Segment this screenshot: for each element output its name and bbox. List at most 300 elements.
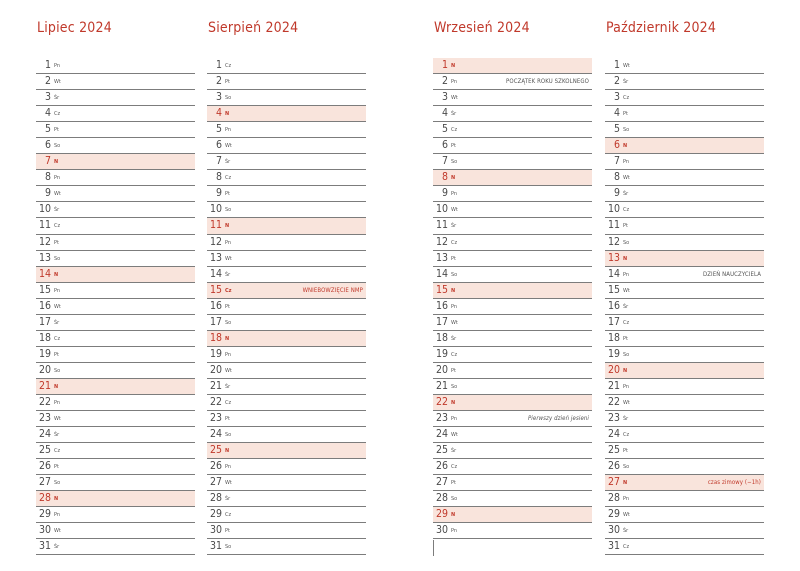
day-number: 10 (607, 203, 620, 216)
weekday-label: N (623, 367, 628, 374)
day-number: 10 (435, 203, 448, 216)
weekday-label: Pn (54, 287, 61, 294)
weekday-label: Śr (54, 207, 60, 214)
weekday-label: N (451, 287, 456, 294)
weekday-label: Pn (623, 159, 630, 166)
weekday-label: Pt (451, 480, 456, 487)
day-row (605, 299, 764, 315)
weekday-label: So (54, 367, 61, 374)
day-number: 30 (209, 524, 222, 537)
weekday-label: Cz (225, 399, 232, 406)
day-row (207, 154, 366, 170)
day-number: 20 (209, 363, 222, 376)
weekday-label: Cz (623, 95, 630, 102)
weekday-label: N (451, 63, 456, 69)
weekday-label: Cz (451, 351, 458, 358)
day-note: czas zimowy (−1h) (707, 479, 761, 487)
day-number: 3 (613, 91, 620, 104)
day-row-sunday (36, 154, 195, 170)
weekday-label: Cz (225, 287, 232, 294)
weekday-label: Wt (54, 528, 61, 535)
day-number: 20 (38, 363, 51, 376)
weekday-label: Pn (451, 416, 458, 423)
weekday-label: So (451, 496, 458, 503)
weekday-label: Cz (225, 512, 232, 519)
day-number: 27 (435, 476, 448, 489)
day-row (433, 475, 592, 491)
weekday-label: Wt (623, 63, 630, 69)
day-number: 12 (435, 235, 448, 248)
day-number: 3 (44, 91, 51, 104)
weekday-label: Wt (623, 399, 630, 406)
day-number: 6 (613, 139, 620, 152)
weekday-label: Pn (225, 351, 232, 358)
day-row (605, 170, 764, 186)
day-number: 17 (38, 315, 51, 328)
day-number: 10 (38, 203, 51, 216)
weekday-label: Wt (225, 255, 232, 262)
weekday-label: Pt (623, 335, 628, 342)
day-number: 12 (209, 235, 222, 248)
day-row (207, 138, 366, 154)
weekday-label: So (225, 319, 232, 326)
weekday-label: Pn (623, 496, 630, 503)
weekday-label: Cz (54, 335, 61, 342)
weekday-label: Wt (225, 367, 232, 374)
weekday-label: Pn (451, 191, 458, 198)
weekday-label: N (54, 159, 59, 166)
day-row (433, 427, 592, 443)
day-number: 13 (607, 251, 620, 264)
weekday-label: Pt (623, 111, 628, 118)
day-number: 14 (435, 267, 448, 280)
weekday-label: Wt (623, 175, 630, 182)
day-row-sunday (207, 443, 366, 459)
month-title: Wrzesień 2024 (434, 20, 530, 36)
day-row-sunday (433, 395, 592, 411)
day-number: 4 (215, 107, 222, 120)
weekday-label: N (54, 383, 59, 390)
day-row (207, 251, 366, 267)
day-row (605, 186, 764, 202)
day-number: 1 (441, 59, 448, 71)
weekday-label: N (451, 399, 456, 406)
day-number: 8 (613, 171, 620, 184)
weekday-label: So (225, 95, 232, 102)
weekday-label: Pn (623, 271, 630, 278)
weekday-label: Wt (54, 79, 61, 86)
weekday-label: Pt (225, 191, 230, 198)
day-row (207, 90, 366, 106)
day-row (36, 122, 195, 138)
day-row (605, 90, 764, 106)
day-row (605, 379, 764, 395)
weekday-label: Śr (623, 303, 629, 310)
day-row (433, 251, 592, 267)
day-number: 7 (613, 155, 620, 168)
day-row (605, 74, 764, 90)
day-number: 25 (607, 444, 620, 457)
day-note: DZIEŃ NAUCZYCIELA (702, 270, 761, 278)
day-row (36, 90, 195, 106)
day-number: 15 (435, 283, 448, 296)
day-number: 27 (209, 476, 222, 489)
weekday-label: Pt (623, 223, 628, 230)
weekday-label: Cz (225, 175, 232, 182)
day-row (605, 122, 764, 138)
weekday-label: Pt (451, 255, 456, 262)
day-row (433, 74, 592, 90)
day-number: 21 (607, 379, 620, 392)
day-number: 27 (38, 476, 51, 489)
day-row (36, 283, 195, 299)
day-row-sunday (605, 363, 764, 379)
weekday-label: Cz (623, 432, 630, 439)
day-number: 1 (215, 59, 222, 71)
day-number: 30 (607, 524, 620, 537)
day-number: 9 (613, 187, 620, 200)
day-row (605, 106, 764, 122)
weekday-label: Cz (54, 111, 61, 118)
weekday-label: Cz (54, 223, 61, 230)
day-number: 11 (209, 219, 222, 232)
weekday-label: Wt (225, 480, 232, 487)
day-number: 22 (607, 395, 620, 408)
day-row (433, 363, 592, 379)
weekday-label: Cz (623, 544, 630, 551)
day-row (433, 315, 592, 331)
day-row (36, 186, 195, 202)
day-number: 6 (44, 139, 51, 152)
day-row (36, 331, 195, 347)
day-number: 3 (441, 91, 448, 104)
day-row-sunday (433, 170, 592, 186)
day-number: 13 (209, 251, 222, 264)
day-number: 22 (435, 395, 448, 408)
day-row (207, 379, 366, 395)
weekday-label: N (623, 143, 628, 150)
day-number: 14 (209, 267, 222, 280)
day-row-sunday (605, 251, 764, 267)
weekday-label: Śr (623, 79, 629, 86)
day-row-sunday (433, 507, 592, 523)
day-number: 28 (38, 492, 51, 505)
day-number: 21 (209, 379, 222, 392)
day-row (605, 395, 764, 411)
day-number: 27 (607, 476, 620, 489)
weekday-label: Wt (225, 143, 232, 150)
weekday-label: Śr (54, 432, 60, 439)
day-note: POCZĄTEK ROKU SZKOLNEGO (506, 78, 589, 86)
day-row (36, 411, 195, 427)
day-row (207, 74, 366, 90)
day-number: 23 (607, 412, 620, 425)
day-row (433, 235, 592, 251)
weekday-label: Śr (225, 496, 231, 503)
day-number: 31 (209, 540, 222, 553)
weekday-label: Cz (54, 448, 61, 455)
day-number: 21 (38, 379, 51, 392)
weekday-label: N (54, 496, 59, 503)
weekday-label: Pt (225, 528, 230, 535)
weekday-label: N (225, 111, 230, 118)
day-row (433, 106, 592, 122)
day-number: 31 (607, 540, 620, 553)
day-row (433, 491, 592, 507)
day-row (207, 427, 366, 443)
weekday-label: Śr (225, 383, 231, 390)
day-number: 21 (435, 379, 448, 392)
weekday-label: Pn (623, 383, 630, 390)
day-number: 24 (607, 428, 620, 441)
weekday-label: Śr (623, 528, 629, 535)
day-row (36, 539, 195, 555)
day-number: 20 (607, 363, 620, 376)
day-number: 8 (441, 171, 448, 184)
day-row-sunday (605, 475, 764, 491)
day-row (207, 299, 366, 315)
day-number: 26 (607, 460, 620, 473)
day-number: 22 (38, 395, 51, 408)
day-row (207, 170, 366, 186)
weekday-label: Pt (54, 351, 59, 358)
weekday-label: So (54, 255, 61, 262)
day-number: 17 (607, 315, 620, 328)
day-row (36, 363, 195, 379)
day-number: 13 (38, 251, 51, 264)
month-title: Sierpień 2024 (208, 20, 299, 36)
day-row (36, 170, 195, 186)
weekday-label: Śr (54, 95, 60, 102)
day-number: 26 (435, 460, 448, 473)
weekday-label: So (225, 207, 232, 214)
weekday-label: Wt (54, 303, 61, 310)
day-row-sunday (605, 138, 764, 154)
day-row (207, 186, 366, 202)
day-number: 16 (435, 299, 448, 312)
day-row (433, 459, 592, 475)
day-row (36, 299, 195, 315)
day-number: 23 (209, 412, 222, 425)
day-number: 15 (209, 283, 222, 296)
day-row (36, 395, 195, 411)
day-row (433, 122, 592, 138)
weekday-label: Śr (54, 319, 60, 326)
weekday-label: Wt (623, 287, 630, 294)
day-number: 6 (215, 139, 222, 152)
weekday-label: So (451, 383, 458, 390)
weekday-label: Pn (225, 464, 232, 471)
weekday-label: Śr (225, 271, 231, 278)
day-number: 2 (215, 75, 222, 88)
day-number: 28 (209, 492, 222, 505)
day-row (433, 347, 592, 363)
weekday-label: So (54, 143, 61, 150)
weekday-label: Śr (451, 223, 457, 230)
month-title: Lipiec 2024 (37, 20, 112, 36)
day-row (207, 235, 366, 251)
day-number: 20 (435, 363, 448, 376)
weekday-label: So (451, 159, 458, 166)
day-number: 4 (441, 107, 448, 120)
day-number: 23 (38, 412, 51, 425)
day-number: 7 (441, 155, 448, 168)
day-row (433, 218, 592, 234)
day-row (36, 507, 195, 523)
day-row (605, 267, 764, 283)
day-number: 4 (44, 107, 51, 120)
day-row-sunday (36, 379, 195, 395)
weekday-label: Pn (54, 399, 61, 406)
day-row (433, 331, 592, 347)
weekday-label: Pt (54, 127, 59, 134)
weekday-label: Pt (225, 79, 230, 86)
day-row (605, 459, 764, 475)
day-number: 19 (607, 347, 620, 360)
day-row (433, 443, 592, 459)
day-list (207, 58, 366, 555)
day-row (36, 251, 195, 267)
weekday-label: Pn (225, 239, 232, 246)
day-row (605, 523, 764, 539)
day-number: 12 (607, 235, 620, 248)
day-row (207, 315, 366, 331)
day-number: 14 (38, 267, 51, 280)
weekday-label: Śr (225, 159, 231, 166)
day-number: 12 (38, 235, 51, 248)
day-number: 28 (435, 492, 448, 505)
day-number: 5 (441, 123, 448, 136)
day-note: Pierwszy dzień jesieni (527, 415, 589, 423)
weekday-label: Cz (451, 239, 458, 246)
day-number: 17 (435, 315, 448, 328)
weekday-label: Wt (451, 95, 458, 102)
weekday-label: Wt (623, 512, 630, 519)
weekday-label: Pn (54, 63, 61, 69)
weekday-label: Pt (451, 143, 456, 150)
day-number: 9 (44, 187, 51, 200)
day-row (605, 411, 764, 427)
day-row (207, 283, 366, 299)
weekday-label: Wt (451, 207, 458, 214)
weekday-label: Cz (451, 127, 458, 134)
weekday-label: N (623, 255, 628, 262)
day-number: 5 (44, 123, 51, 136)
weekday-label: N (451, 175, 456, 182)
day-number: 28 (607, 492, 620, 505)
day-number: 2 (44, 75, 51, 88)
day-row (36, 427, 195, 443)
weekday-label: N (225, 335, 230, 342)
weekday-label: Pt (54, 464, 59, 471)
day-number: 19 (435, 347, 448, 360)
day-row (207, 58, 366, 74)
day-row (207, 475, 366, 491)
day-row (605, 427, 764, 443)
day-row (433, 154, 592, 170)
weekday-label: Wt (54, 191, 61, 198)
weekday-label: Wt (451, 319, 458, 326)
day-row (433, 202, 592, 218)
day-number: 26 (209, 460, 222, 473)
day-number: 19 (38, 347, 51, 360)
day-number: 17 (209, 315, 222, 328)
weekday-label: So (225, 432, 232, 439)
day-row (433, 186, 592, 202)
day-row (36, 74, 195, 90)
day-number: 18 (435, 331, 448, 344)
weekday-label: So (623, 239, 630, 246)
day-number: 16 (38, 299, 51, 312)
day-number: 22 (209, 395, 222, 408)
day-number: 16 (209, 299, 222, 312)
day-number: 7 (215, 155, 222, 168)
weekday-label: Cz (623, 207, 630, 214)
weekday-label: So (451, 271, 458, 278)
day-number: 30 (435, 524, 448, 537)
weekday-label: N (451, 512, 456, 519)
day-number: 30 (38, 524, 51, 537)
weekday-label: So (623, 464, 630, 471)
weekday-label: Śr (54, 544, 60, 551)
day-number: 24 (209, 428, 222, 441)
day-row (605, 539, 764, 555)
day-row-sunday (207, 331, 366, 347)
day-row (605, 491, 764, 507)
day-number: 6 (441, 139, 448, 152)
day-row (605, 218, 764, 234)
weekday-label: Śr (623, 416, 629, 423)
day-number: 24 (435, 428, 448, 441)
day-number: 14 (607, 267, 620, 280)
day-row (605, 58, 764, 74)
day-number: 5 (215, 123, 222, 136)
day-row (36, 202, 195, 218)
day-row (36, 475, 195, 491)
day-row-sunday (207, 106, 366, 122)
day-row (207, 267, 366, 283)
day-number: 9 (441, 187, 448, 200)
day-number: 15 (38, 283, 51, 296)
weekday-label: Pt (225, 416, 230, 423)
day-number: 10 (209, 203, 222, 216)
day-number: 11 (38, 219, 51, 232)
day-list (36, 58, 195, 555)
day-row (433, 90, 592, 106)
day-number: 8 (215, 171, 222, 184)
day-row (605, 315, 764, 331)
day-row (207, 363, 366, 379)
weekday-label: Wt (451, 432, 458, 439)
day-number: 29 (607, 508, 620, 521)
day-row (36, 443, 195, 459)
day-number: 9 (215, 187, 222, 200)
weekday-label: Pn (451, 79, 458, 86)
month-title: Październik 2024 (606, 20, 717, 36)
weekday-label: So (623, 127, 630, 134)
day-row (36, 459, 195, 475)
weekday-label: Pn (225, 127, 232, 134)
day-number: 1 (44, 59, 51, 71)
weekday-label: N (54, 271, 59, 278)
day-row (605, 202, 764, 218)
weekday-label: Śr (451, 111, 457, 118)
day-row (207, 539, 366, 555)
day-row (207, 411, 366, 427)
day-number: 26 (38, 460, 51, 473)
day-row (207, 459, 366, 475)
day-number: 4 (613, 107, 620, 120)
